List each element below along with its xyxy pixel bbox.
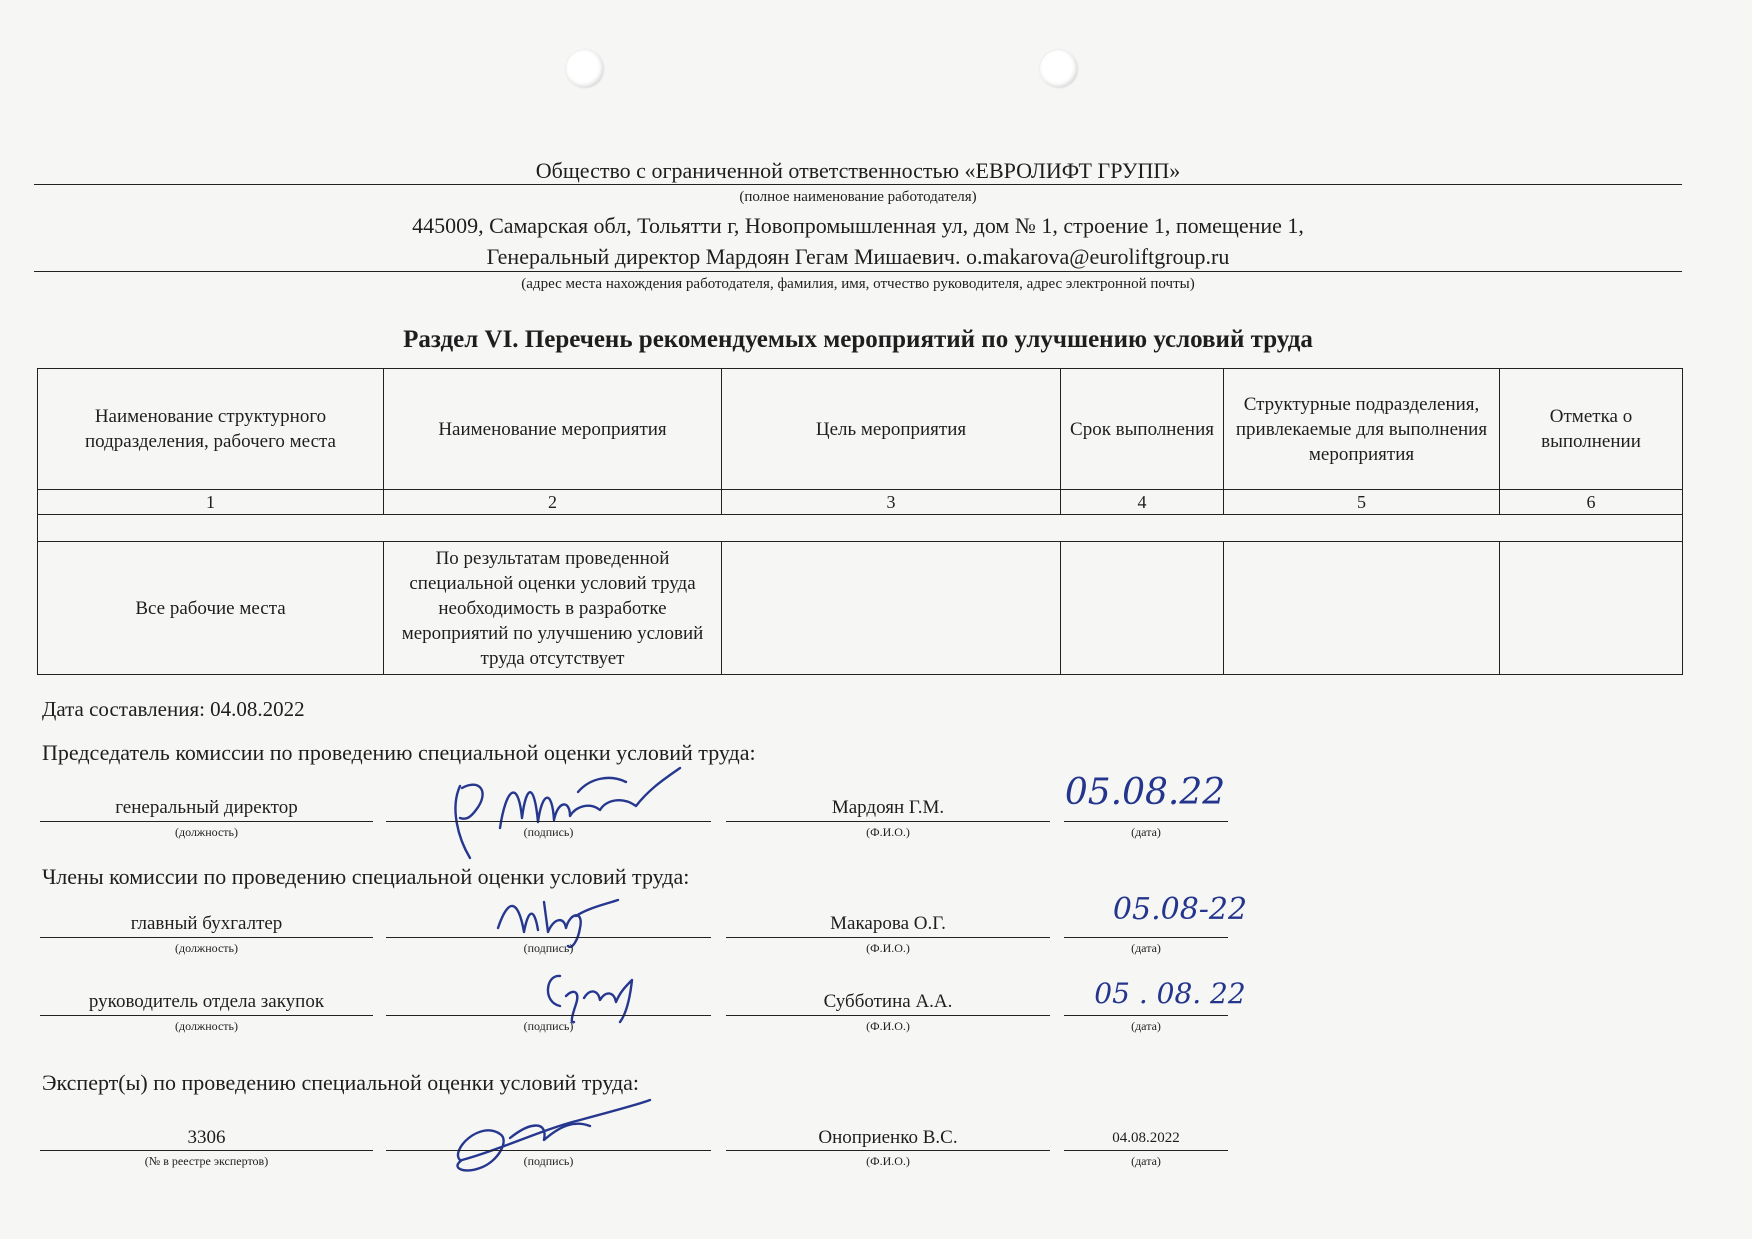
column-header: Наименование структурного подразделения, рабочего места [38,369,384,490]
chairman-heading: Председатель комиссии по проведению специальной оценки условий труда: [42,740,756,765]
employer-name-rule [34,184,1682,185]
measures-table [37,368,1683,675]
caption-fio: (Ф.И.О.) [866,825,910,839]
column-number: 1 [38,490,384,515]
column-number: 3 [722,490,1061,515]
caption-signature: (подпись) [523,1154,574,1168]
chairman-signature [430,748,690,868]
column-header: Срок выполнения [1061,369,1224,490]
column-number: 6 [1500,490,1683,515]
chairman-position-line [40,821,373,822]
column-number: 5 [1224,490,1500,515]
caption-registry: (№ в реестре экспертов) [144,1154,269,1168]
caption-signature: (подпись) [523,1019,574,1033]
member-position-line [40,937,373,938]
member-name-line [726,937,1050,938]
members-heading: Члены комиссии по проведению специальной оценки условий труда: [42,864,690,889]
cell-departments [1224,542,1500,675]
cell-deadline [1061,542,1224,675]
table-row [38,542,1683,675]
employer-address-rule [34,271,1682,272]
expert-name-line [726,1150,1050,1151]
expert-registry-line [40,1150,373,1151]
expert-name: Оноприенко В.С. [818,1127,958,1148]
caption-position: (должность) [175,1019,238,1033]
employer-name-caption: (полное наименование работодателя) [739,189,977,205]
caption-signature: (подпись) [523,825,574,839]
expert-registry-number: 3306 [187,1127,226,1148]
member-signature-line [386,937,711,938]
cell-workplace: Все рабочие места [38,542,384,675]
caption-date: (дата) [1131,1019,1161,1033]
column-number-row [38,490,1683,515]
chairman-signature-line [386,821,711,822]
caption-position: (должность) [175,825,238,839]
caption-date: (дата) [1131,1154,1161,1168]
column-header: Структурные подразделения, привлекаемые для выполнения мероприятия [1224,369,1500,490]
caption-position: (должность) [175,941,238,955]
member-name: Макарова О.Г. [830,913,946,934]
expert-signature-line [386,1150,711,1151]
column-header: Цель мероприятия [722,369,1061,490]
caption-fio: (Ф.И.О.) [866,1019,910,1033]
chairman-position: генеральный директор [115,797,298,818]
member-position-line [40,1015,373,1016]
cell-goal [722,542,1061,675]
member-signature-line [386,1015,711,1016]
column-header: Наименование мероприятия [384,369,722,490]
chairman-date-line [1064,821,1228,822]
member-position: главный бухгалтер [130,913,283,934]
date-line: Дата составления: 04.08.2022 [42,697,305,721]
section-title: Раздел VI. Перечень рекомендуемых мероприятий по улучшению условий труда [403,326,1313,353]
member-date: 05 . 08. 22 [1094,977,1246,1010]
cell-measure: По результатам проведенной специальной оценки условий труда необходимость в разработке мероприятий по улучшению условий труда отсутствует [384,542,722,675]
blank-cell [38,515,1683,542]
column-number: 2 [384,490,722,515]
member-name: Субботина А.А. [823,991,953,1012]
column-number: 4 [1061,490,1224,515]
employer-address-caption: (адрес места нахождения работодателя, фамилия, имя, отчество руководителя, адрес электронной почты) [521,276,1195,292]
cell-mark [1500,542,1683,675]
member-date: 05.08-22 [1112,892,1248,927]
column-header: Отметка о выполнении [1500,369,1683,490]
employer-address-line1: 445009, Самарская обл, Тольятти г, Новопромышленная ул, дом № 1, строение 1, помещение 1, [412,213,1304,238]
punch-hole-right [1040,50,1078,88]
caption-fio: (Ф.И.О.) [866,1154,910,1168]
expert-heading: Эксперт(ы) по проведению специальной оценки условий труда: [42,1070,640,1095]
punch-hole-left [566,50,604,88]
table-blank-row [38,515,1683,542]
employer-name: Общество с ограниченной ответственностью «ЕВРОЛИФТ ГРУПП» [535,158,1181,183]
caption-date: (дата) [1131,941,1161,955]
chairman-date: 05.08.22 [1064,772,1226,813]
caption-signature: (подпись) [523,941,574,955]
member-name-line [726,1015,1050,1016]
table-header-row [38,369,1683,490]
member-date-line [1064,1015,1228,1016]
member-date-line [1064,937,1228,938]
expert-date: 04.08.2022 [1112,1130,1180,1146]
member-position: руководитель отдела закупок [88,991,325,1012]
chairman-name-line [726,821,1050,822]
employer-address-line2: Генеральный директор Мардоян Гегам Мишаевич. o.makarova@euroliftgroup.ru [486,244,1230,269]
caption-date: (дата) [1131,825,1161,839]
caption-fio: (Ф.И.О.) [866,941,910,955]
chairman-name: Мардоян Г.М. [831,797,945,818]
expert-date-line [1064,1150,1228,1151]
